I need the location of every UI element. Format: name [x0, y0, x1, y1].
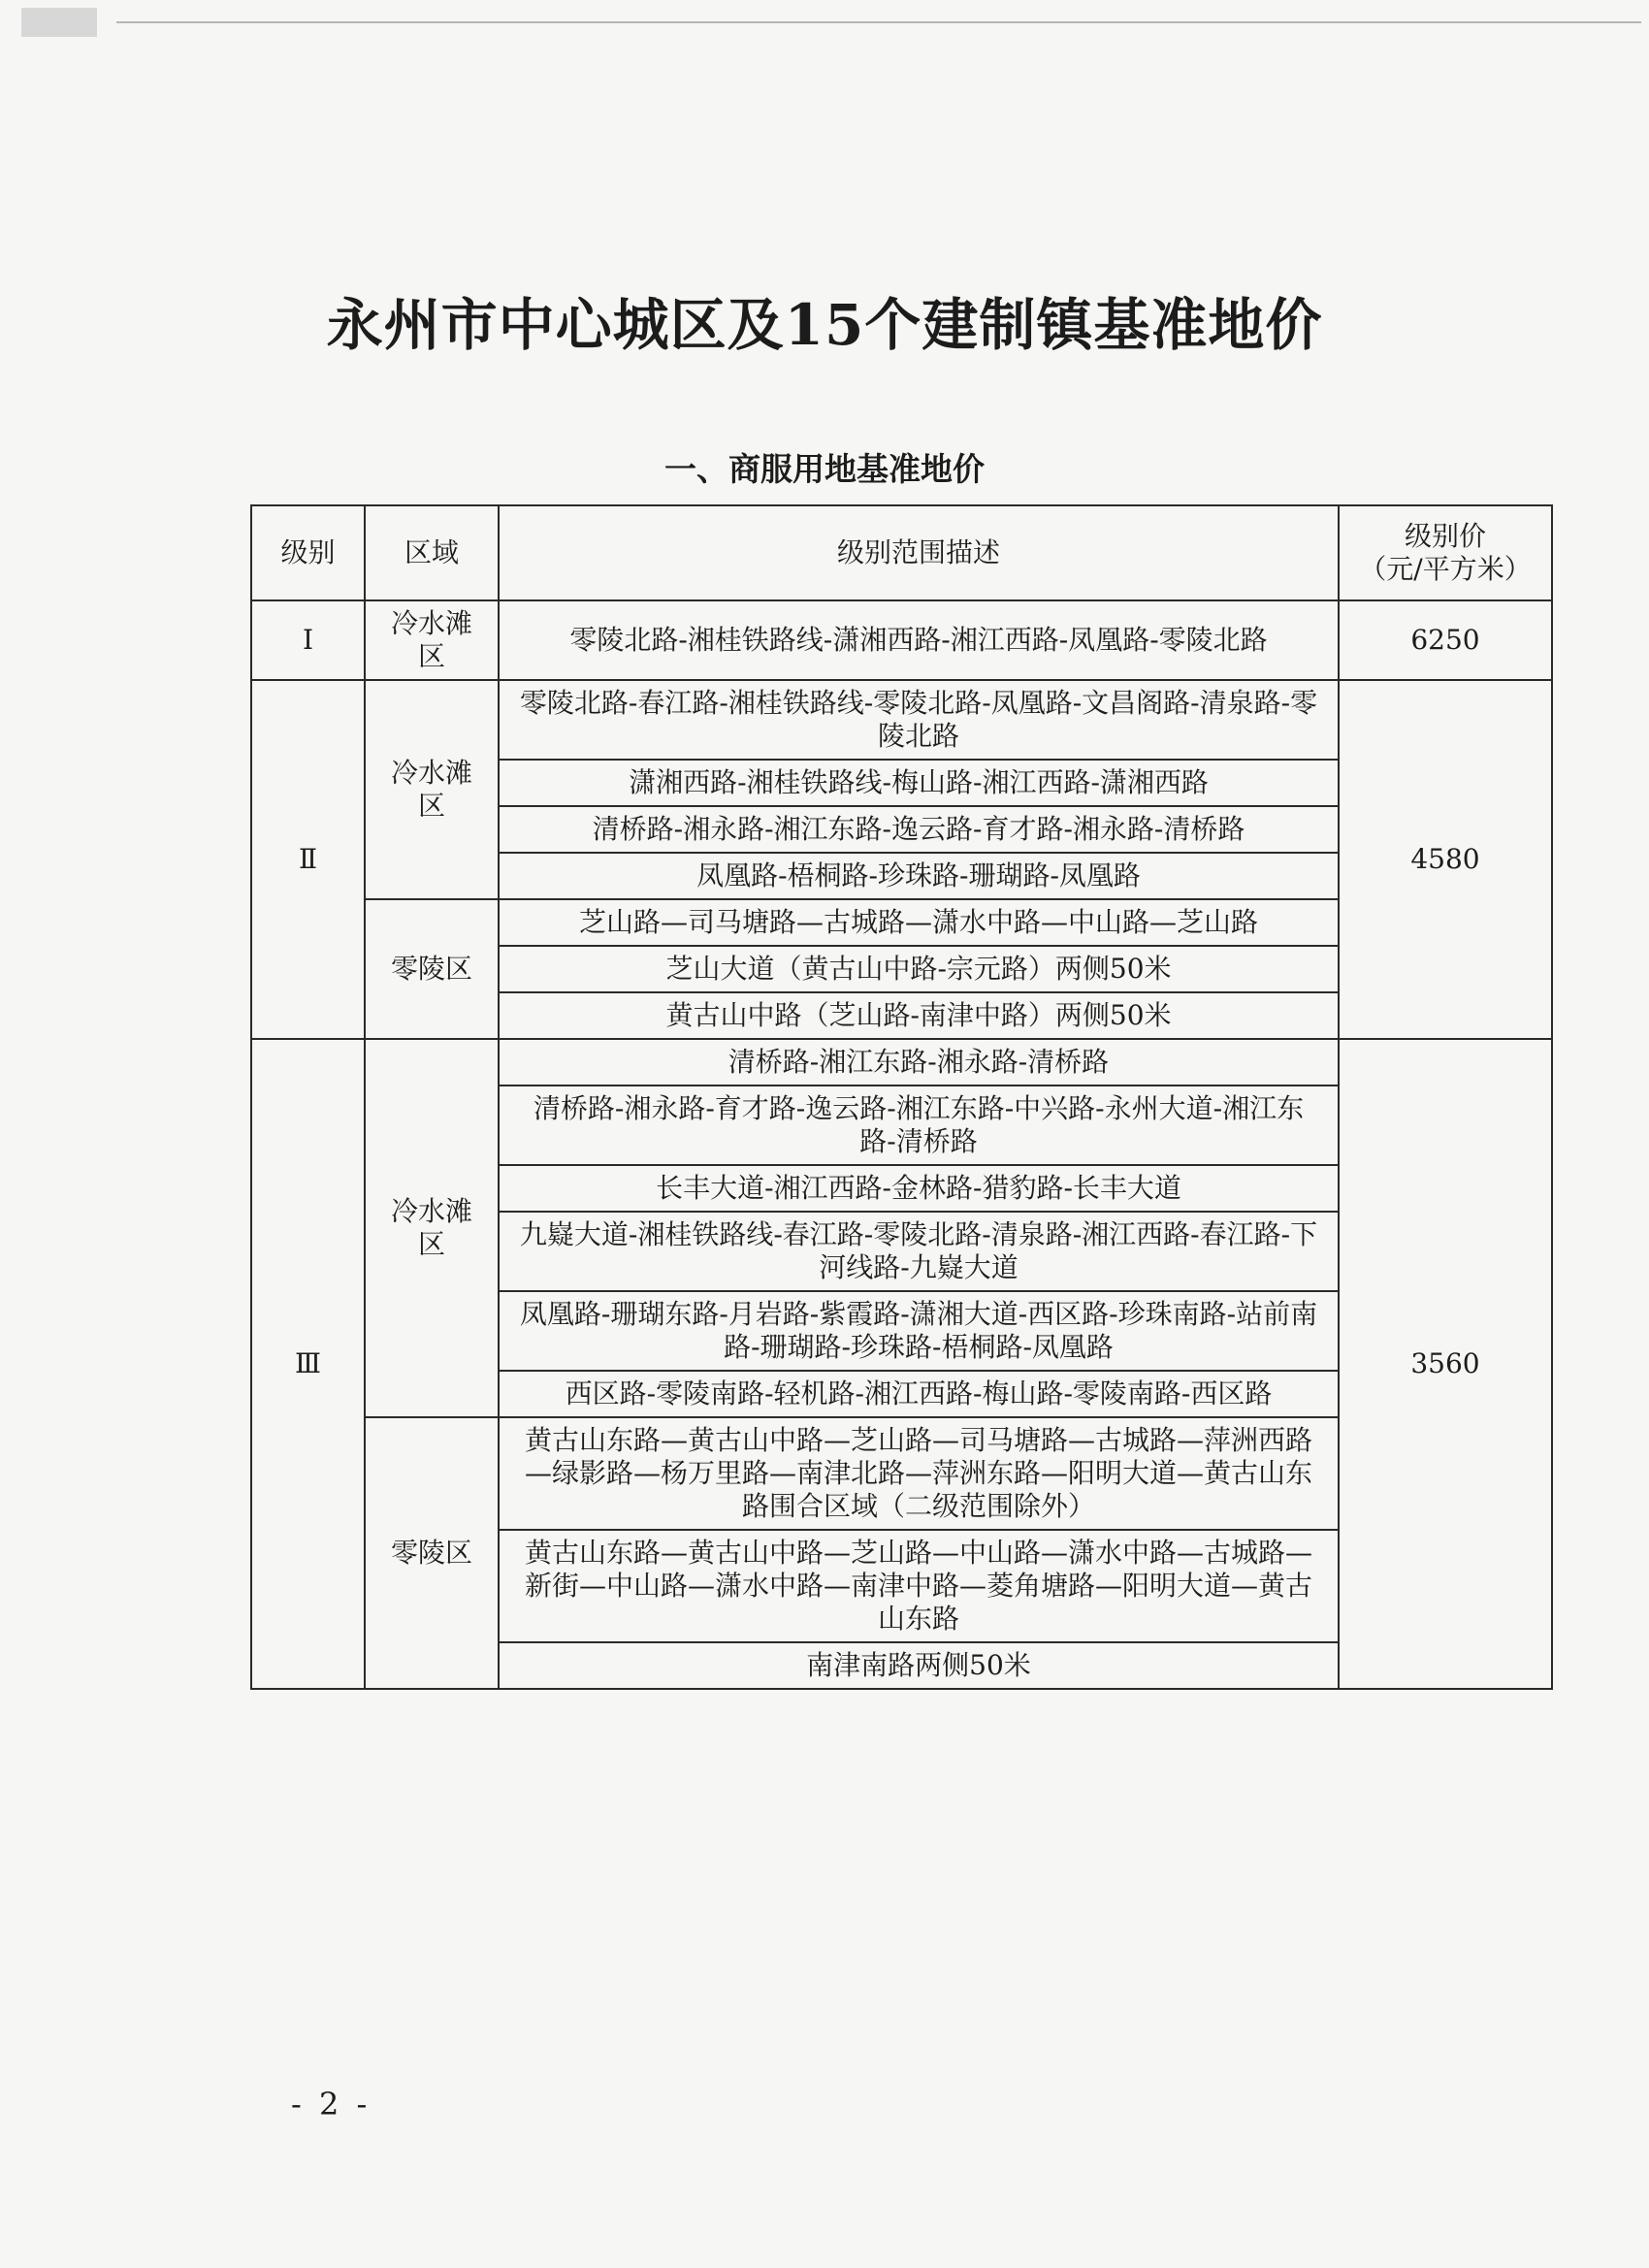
price-cell: 4580	[1339, 680, 1552, 1039]
scan-corner-mark	[21, 8, 97, 37]
range-description-cell: 黄古山东路—黄古山中路—芝山路—司马塘路—古城路—萍洲西路—绿影路—杨万里路—南津北路—萍洲东路—阳明大道—黄古山东路围合区域（二级范围除外）	[499, 1417, 1339, 1530]
area-cell: 零陵区	[365, 899, 499, 1039]
price-cell: 6250	[1339, 600, 1552, 680]
level-cell: Ⅱ	[251, 680, 365, 1039]
range-description-cell: 清桥路-湘永路-湘江东路-逸云路-育才路-湘永路-清桥路	[499, 806, 1339, 853]
range-description-cell: 清桥路-湘永路-育才路-逸云路-湘江东路-中兴路-永州大道-湘江东路-清桥路	[499, 1085, 1339, 1165]
range-description-cell: 长丰大道-湘江西路-金林路-猎豹路-长丰大道	[499, 1165, 1339, 1212]
range-description-cell: 芝山路—司马塘路—古城路—潇水中路—中山路—芝山路	[499, 899, 1339, 946]
area-cell: 零陵区	[365, 1417, 499, 1689]
document-title: 永州市中心城区及15个建制镇基准地价	[326, 292, 1323, 358]
range-description-cell: 黄古山东路—黄古山中路—芝山路—中山路—潇水中路—古城路—新街—中山路—潇水中路—南津中路—菱角塘路—阳明大道—黄古山东路	[499, 1530, 1339, 1642]
area-cell: 冷水滩区	[365, 600, 499, 680]
table-row	[251, 1039, 1552, 1085]
range-description-cell: 芝山大道（黄古山中路-宗元路）两侧50米	[499, 946, 1339, 992]
table-row	[251, 600, 1552, 680]
land-price-table	[250, 504, 1553, 1690]
table-header-row	[251, 505, 1552, 600]
level-cell: Ⅰ	[251, 600, 365, 680]
header-price-label: 级别价	[1404, 520, 1486, 552]
area-cell: 冷水滩区	[365, 680, 499, 899]
page-number: - 2 -	[291, 2086, 372, 2122]
table-row	[251, 680, 1552, 760]
header-price	[1339, 505, 1552, 600]
range-description-cell: 凤凰路-梧桐路-珍珠路-珊瑚路-凤凰路	[499, 853, 1339, 899]
range-description-cell: 黄古山中路（芝山路-南津中路）两侧50米	[499, 992, 1339, 1039]
range-description-cell: 南津南路两侧50米	[499, 1642, 1339, 1689]
level-cell: Ⅲ	[251, 1039, 365, 1689]
range-description-cell: 西区路-零陵南路-轻机路-湘江西路-梅山路-零陵南路-西区路	[499, 1371, 1339, 1417]
range-description-cell: 凤凰路-珊瑚东路-月岩路-紫霞路-潇湘大道-西区路-珍珠南路-站前南路-珊瑚路-珍珠路-梧桐路-凤凰路	[499, 1291, 1339, 1371]
range-description-cell: 潇湘西路-湘桂铁路线-梅山路-湘江西路-潇湘西路	[499, 760, 1339, 806]
scan-top-rule	[116, 21, 1641, 23]
section-title: 一、商服用地基准地价	[664, 450, 985, 488]
price-cell: 3560	[1339, 1039, 1552, 1689]
range-description-cell: 清桥路-湘江东路-湘永路-清桥路	[499, 1039, 1339, 1085]
header-price-unit: （元/平方米）	[1359, 553, 1532, 585]
header-level: 级别	[251, 505, 365, 600]
range-description-cell: 零陵北路-春江路-湘桂铁路线-零陵北路-凤凰路-文昌阁路-清泉路-零陵北路	[499, 680, 1339, 760]
range-description-cell: 九嶷大道-湘桂铁路线-春江路-零陵北路-清泉路-湘江西路-春江路-下河线路-九嶷大道	[499, 1212, 1339, 1291]
area-cell: 冷水滩区	[365, 1039, 499, 1417]
header-description: 级别范围描述	[499, 505, 1339, 600]
table-body	[251, 600, 1552, 1689]
header-area: 区域	[365, 505, 499, 600]
range-description-cell: 零陵北路-湘桂铁路线-潇湘西路-湘江西路-凤凰路-零陵北路	[499, 600, 1339, 680]
